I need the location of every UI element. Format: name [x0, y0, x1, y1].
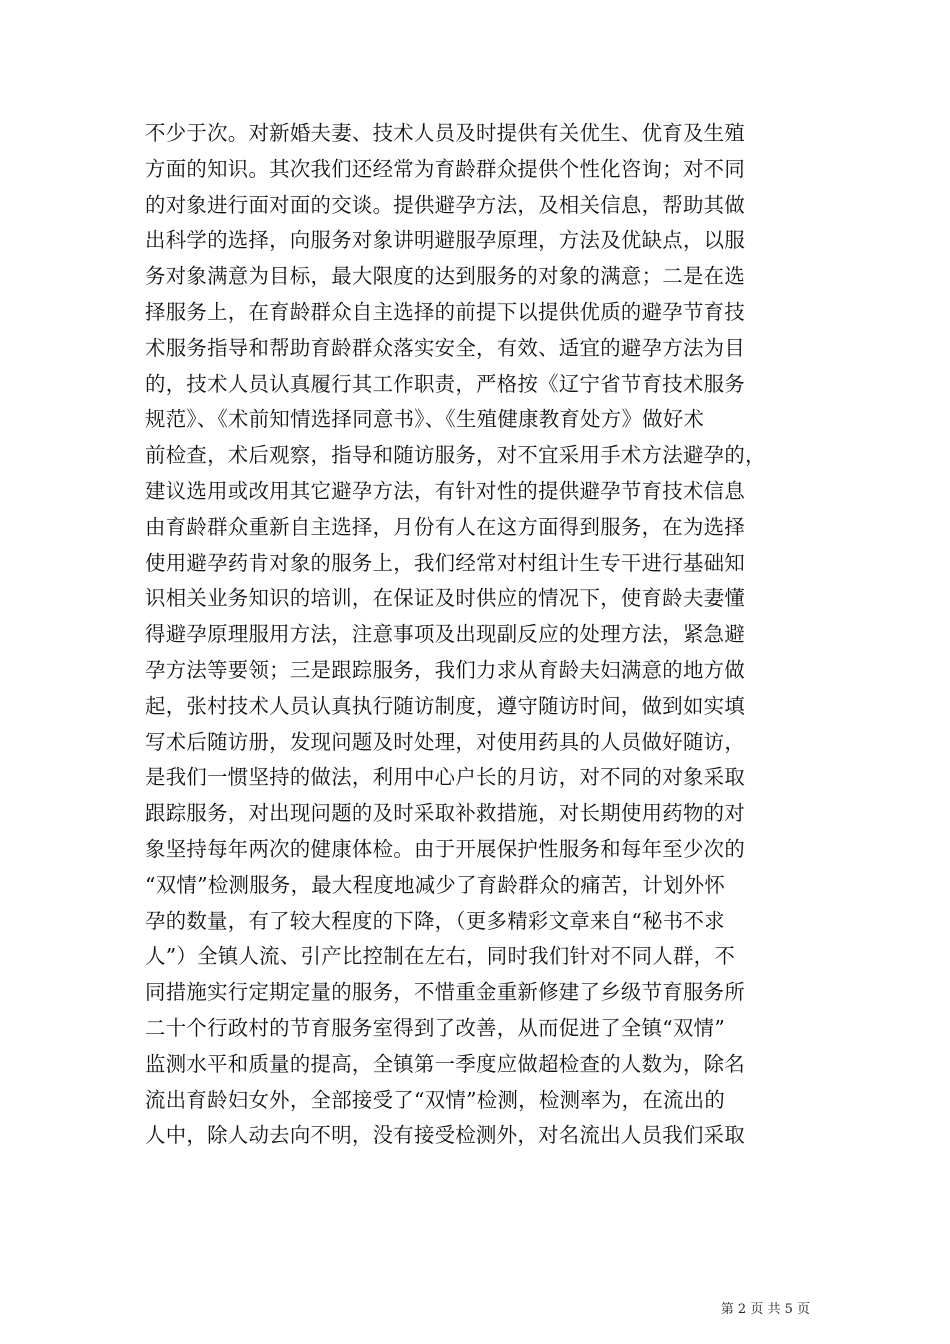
text-line: 孕的数量，有了较大程度的下降，（更多精彩文章来自“秘书不求 [145, 908, 725, 933]
text-line: 择服务上，在育龄群众自主选择的前提下以提供优质的避孕节育技 [145, 299, 746, 324]
text-line: 的对象进行面对面的交谈。提供避孕方法，及相关信息，帮助其做 [145, 192, 746, 217]
text-line: 二十个行政村的节育服务室得到了改善，从而促进了全镇“双情” [145, 1015, 726, 1040]
text-line: 建议选用或改用其它避孕方法，有针对性的提供避孕节育技术信息 [145, 478, 746, 503]
text-line: 方面的知识。其次我们还经常为育龄群众提供个性化咨询；对不同 [145, 156, 746, 181]
text-line: 前检查，术后观察，指导和随访服务，对不宜采用手术方法避孕的， [145, 443, 766, 468]
page-number: 第 2 页 共 5 页 [720, 1302, 810, 1317]
text-line: 人中，除人动去向不明，没有接受检测外，对名流出人员我们采取 [145, 1123, 746, 1148]
text-line: 起，张村技术人员认真执行随访制度，遵守随访时间，做到如实填 [145, 693, 746, 718]
text-line: 同措施实行定期定量的服务，不惜重金重新修建了乡级节育服务所 [145, 980, 746, 1005]
text-line: 出科学的选择，向服务对象讲明避服孕原理，方法及优缺点，以服 [145, 228, 746, 253]
text-line: 识相关业务知识的培训，在保证及时供应的情况下，使育龄夫妻懂 [145, 586, 746, 611]
text-line: 术服务指导和帮助育龄群众落实安全，有效、适宜的避孕方法为目 [145, 335, 746, 360]
text-line: 象坚持每年两次的健康体检。由于开展保护性服务和每年至少次的 [145, 836, 746, 861]
text-line: 孕方法等要领；三是跟踪服务，我们力求从育龄夫妇满意的地方做 [145, 657, 746, 682]
text-line: 不少于次。对新婚夫妻、技术人员及时提供有关优生、优育及生殖 [145, 121, 746, 145]
text-line: 人”）全镇人流、引产比控制在左右，同时我们针对不同人群，不 [145, 944, 736, 969]
text-line: 监测水平和质量的提高，全镇第一季度应做超检查的人数为，除名 [145, 1051, 746, 1076]
text-line: 写术后随访册，发现问题及时处理，对使用药具的人员做好随访， [145, 729, 746, 754]
text-line: 使用避孕药肯对象的服务上，我们经常对村组计生专干进行基础知 [145, 550, 746, 575]
text-line: 跟踪服务，对出现问题的及时采取补救措施，对长期使用药物的对 [145, 801, 746, 826]
body-text [145, 116, 815, 1154]
text-line: 规范》、《术前知情选择同意书》、《生殖健康教育处方》做好术 [145, 407, 705, 432]
text-line: 是我们一惯坚持的做法，利用中心户长的月访，对不同的对象采取 [145, 765, 746, 790]
text-line: 务对象满意为目标，最大限度的达到服务的对象的满意；二是在选 [145, 264, 746, 289]
text-line: 由育龄群众重新自主选择，月份有人在这方面得到服务，在为选择 [145, 514, 746, 539]
text-line: 得避孕原理服用方法，注意事项及出现副反应的处理方法，紧急避 [145, 622, 746, 647]
text-line: 流出育龄妇女外，全部接受了“双情”检测，检测率为，在流出的 [145, 1087, 726, 1112]
text-line: “双情”检测服务，最大程度地减少了育龄群众的痛苦，计划外怀 [145, 872, 726, 897]
text-line: 的，技术人员认真履行其工作职责，严格按《辽宁省节育技术服务 [145, 371, 746, 396]
